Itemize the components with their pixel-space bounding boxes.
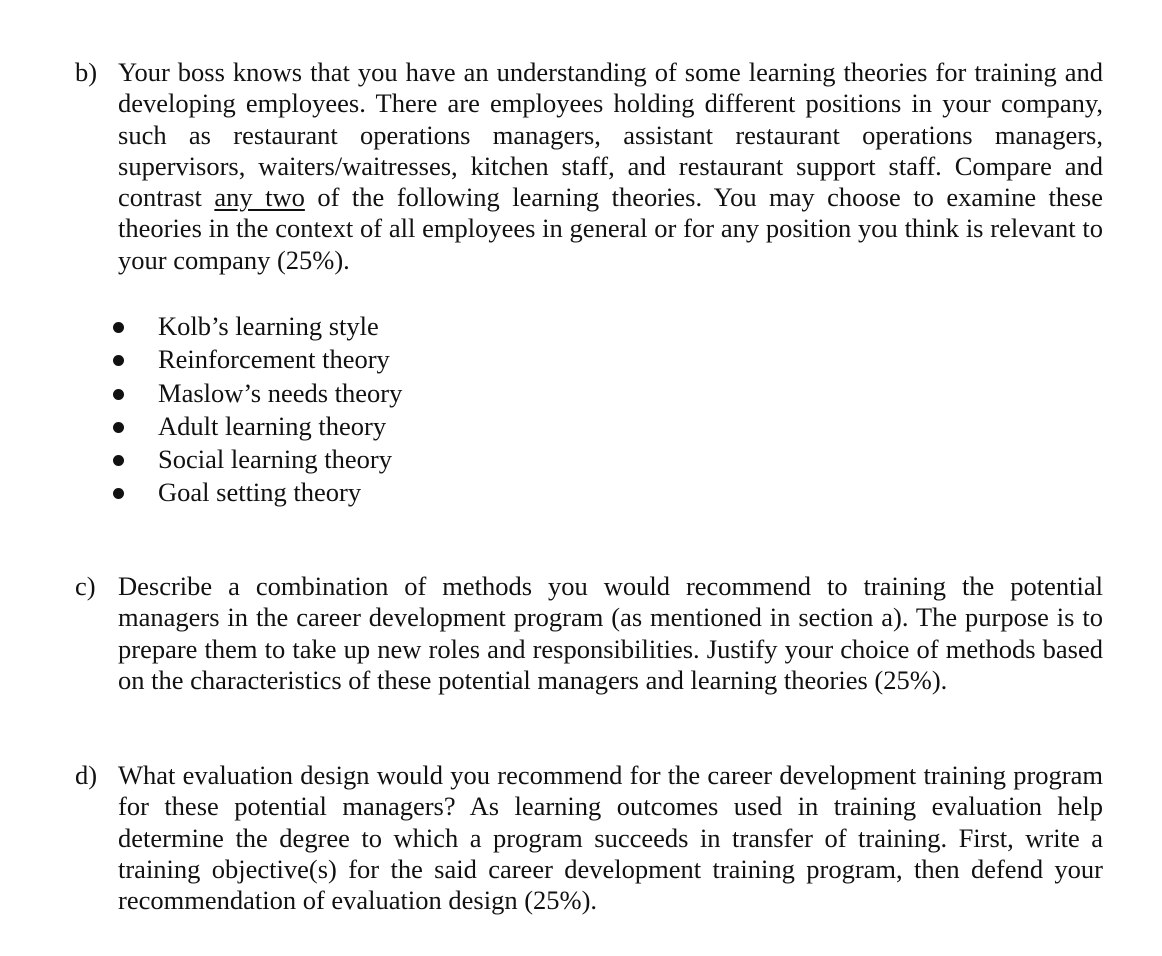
question-b-text-start: Your boss knows that you have an understanding of some learning theories for training and developing employees. There are employees holding different positions in your company, such as restaurant operations managers, assistant restaurant operations managers, supervisors, waiters/waitresses, kitchen staff, and restaurant support staff. Compare and contrast [118,57,1103,213]
question-c [75,571,1103,696]
list-item [113,377,402,410]
question-d-text: What evaluation design would you recommend for the career development training program for these potential managers? As learning outcomes used in training evaluation help determine the degree to which a program succeeds in transfer of training. First, write a training objective(s) for the said career development training program, then defend your recommendation of evaluation design (25%). [118,760,1103,916]
list-item [113,343,402,376]
question-c-letter: c) [75,571,96,601]
question-b-text [118,57,1103,276]
bullet-icon [113,322,124,333]
bullet-icon [113,422,124,433]
question-b-text-end: of the following learning theories. You may choose to examine these theories in the context of all employees in general or for any position you think is relevant to your company (25%). [118,182,1104,275]
theory-label: Goal setting theory [158,477,362,508]
bullet-icon [113,455,124,466]
bullet-icon [113,355,124,366]
list-item [113,410,402,443]
question-c-text: Describe a combination of methods you would recommend to training the potential managers in the career development program (as mentioned in section a). The purpose is to prepare them to take up new roles and responsibilities. Justify your choice of methods based on the characteristics of these potential managers and learning theories (25%). [118,571,1103,695]
bullet-icon [113,389,124,400]
theory-label: Adult learning theory [158,410,387,441]
list-item [113,476,402,509]
theory-list [113,310,402,510]
question-d [75,760,1103,916]
theory-label: Social learning theory [158,444,393,475]
theory-label: Reinforcement theory [158,344,390,375]
list-item [113,443,402,476]
bullet-icon [113,488,124,499]
question-b-letter: b) [75,57,98,87]
theory-label: Kolb’s learning style [158,311,379,341]
list-item [113,310,402,343]
question-d-letter: d) [75,760,98,790]
theory-label: Maslow’s needs theory [158,377,403,408]
question-b [75,57,1103,276]
question-b-underlined: any two [214,182,305,213]
